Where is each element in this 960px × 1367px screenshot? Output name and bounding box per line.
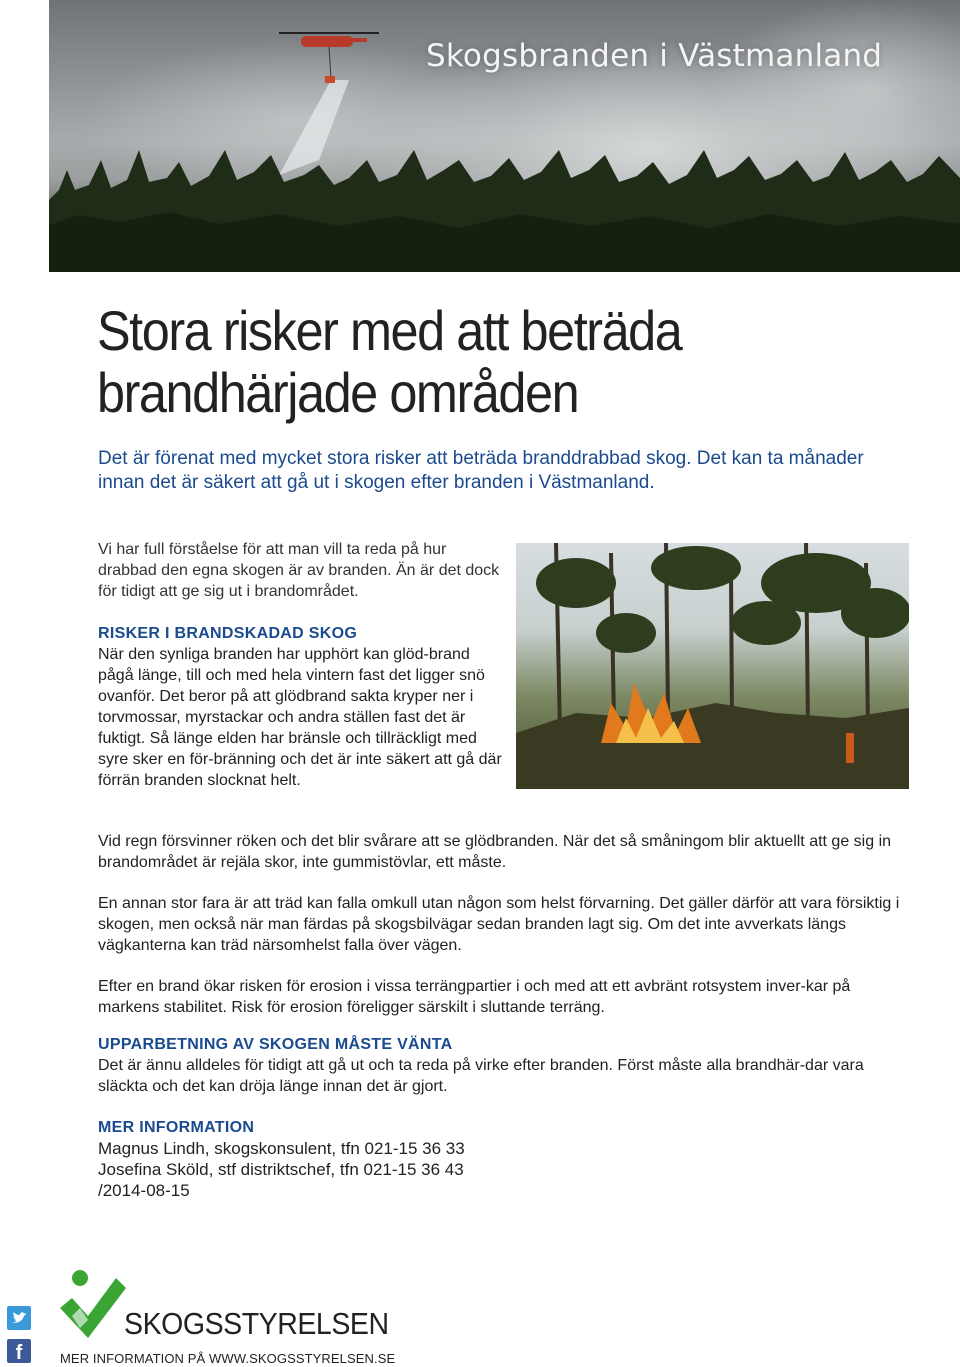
processing-text: Det är ännu alldeles för tidigt att gå ut och ta reda på virke efter branden. Först måste alla brandhär-dar vara släckta och det kan dröja länge innan det är gjort. [98, 1057, 864, 1095]
rain-paragraph: Vid regn försvinner röken och det blir svårare att se glödbranden. När det så småningom blir aktuellt att ge sig in brandområdet är rejäla skor, inte gummistövlar, ett måste. [98, 833, 892, 871]
processing-heading: UPPARBETNING AV SKOGEN MÅSTE VÄNTA [98, 1036, 453, 1053]
risk-section [98, 623, 503, 791]
falling-trees-paragraph: En annan stor fara är att träd kan falla omkull utan någon som helst förvarning. Det gäller därför att vara försiktig i skogen, men också när man färdas på skogsbilvägar sedan branden lagt sig. Om det inte avverkats längs vägkanterna kan träd närsomhelst falla över vägen. [98, 895, 900, 954]
info-heading: MER INFORMATION [98, 1119, 255, 1136]
processing-section [98, 1034, 908, 1097]
twitter-icon[interactable] [7, 1306, 31, 1330]
website-link[interactable]: MER INFORMATION PÅ WWW.SKOGSSTYRELSEN.SE [60, 1351, 396, 1366]
banner-title: Skogsbranden i Västmanland [426, 38, 883, 74]
erosion-paragraph: Efter en brand ökar risken för erosion i vissa terrängpartier i och med att ett avbränt rotsystem inver-kar på markens stabilitet. Risk för erosion föreligger särskilt i sluttande terräng. [98, 978, 851, 1016]
brand-name: SKOGSSTYRELSEN [124, 1306, 389, 1341]
intro-paragraph: Vi har full förståelse för att man vill ta reda på hur drabbad den egna skogen är av branden. Än är det dock för tidigt att ge sig ut i brandområdet. [98, 541, 500, 600]
forest-fire-photo [516, 543, 909, 789]
risk-heading: RISKER I BRANDSKADAD SKOG [98, 625, 358, 642]
title-line-1: Stora risker med att beträda [97, 299, 682, 362]
skogsstyrelsen-logo-icon [58, 1268, 128, 1345]
title-line-2: brandhärjade områden [97, 361, 579, 424]
page-title [97, 300, 799, 424]
contact-2: Josefina Sköld, stf distriktschef, tfn 021-15 36 43 [98, 1160, 464, 1179]
contact-1: Magnus Lindh, skogskonsulent, tfn 021-15 36 33 [98, 1139, 465, 1158]
info-section [98, 1117, 908, 1201]
lead-paragraph: Det är förenat med mycket stora risker att beträda branddrabbad skog. Det kan ta månader innan det är säkert att gå ut i skogen efter branden i Västmanland. [98, 448, 864, 493]
facebook-icon[interactable]: f [7, 1339, 31, 1363]
hero-banner [49, 0, 960, 272]
risk-text: När den synliga branden har upphört kan glöd-brand pågå länge, till och med hela vintern fast det ligger snö ovanför. Det beror på att glödbrand sakta kryper ner i torvmossar, myrstackar och andra ställen fast det är fuktigt. Så länge elden har bränsle och tillräckligt med syre sker en för-bränning och det är inte säkert att gå där förrän branden slocknat helt. [98, 646, 502, 789]
date-stamp: /2014-08-15 [98, 1181, 190, 1200]
